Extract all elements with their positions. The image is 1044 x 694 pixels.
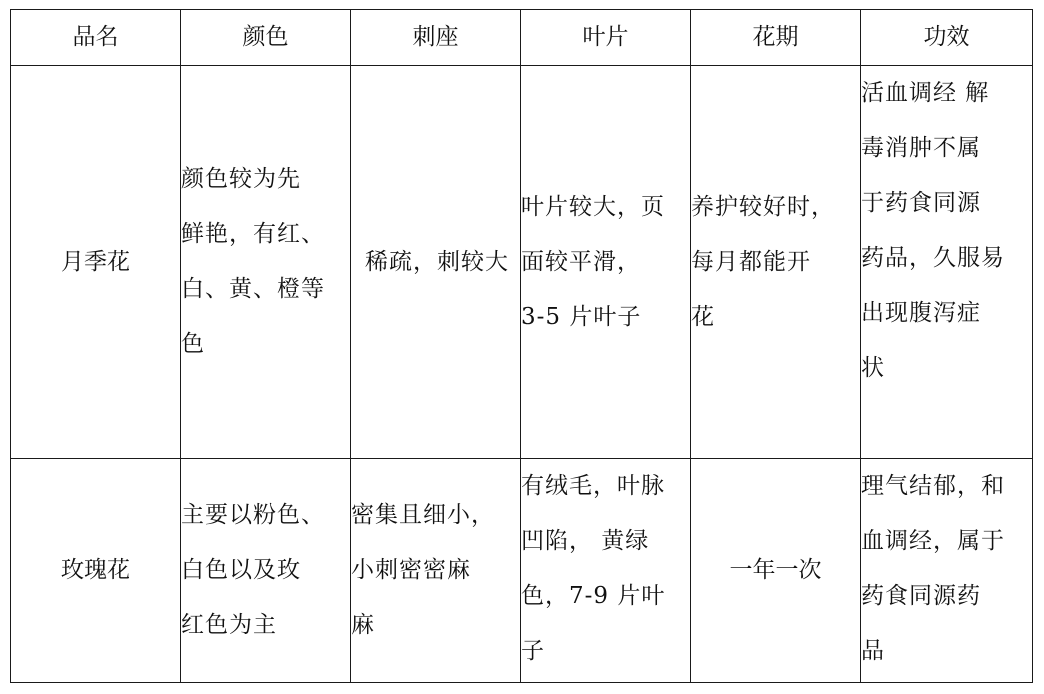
header-leaves: 叶片 [521, 10, 691, 66]
table-header-row [11, 10, 1033, 66]
cell-bloom: 养护较好时， 每月都能开 花 [691, 66, 861, 459]
header-name: 品名 [11, 10, 181, 66]
cell-thorns: 密集且细小， 小刺密密麻 麻 [351, 459, 521, 683]
header-bloom: 花期 [691, 10, 861, 66]
header-color: 颜色 [181, 10, 351, 66]
cell-name: 玫瑰花 [11, 459, 181, 683]
table-row [11, 66, 1033, 459]
cell-bloom: 一年一次 [691, 459, 861, 683]
comparison-table [10, 9, 1033, 683]
cell-leaves: 叶片较大，页 面较平滑， 3-5 片叶子 [521, 66, 691, 459]
table-row [11, 459, 1033, 683]
cell-effect: 活血调经 解 毒消肿不属 于药食同源 药品，久服易 出现腹泻症 状 [861, 66, 1033, 459]
cell-effect: 理气结郁，和 血调经，属于 药食同源药 品 [861, 459, 1033, 683]
cell-thorns: 稀疏，刺较大 [351, 66, 521, 459]
header-effect: 功效 [861, 10, 1033, 66]
cell-name: 月季花 [11, 66, 181, 459]
cell-color: 颜色较为先 鲜艳，有红、 白、黄、橙等 色 [181, 66, 351, 459]
cell-leaves: 有绒毛，叶脉 凹陷， 黄绿 色，7-9 片叶 子 [521, 459, 691, 683]
header-thorns: 刺座 [351, 10, 521, 66]
cell-color: 主要以粉色、 白色以及玫 红色为主 [181, 459, 351, 683]
